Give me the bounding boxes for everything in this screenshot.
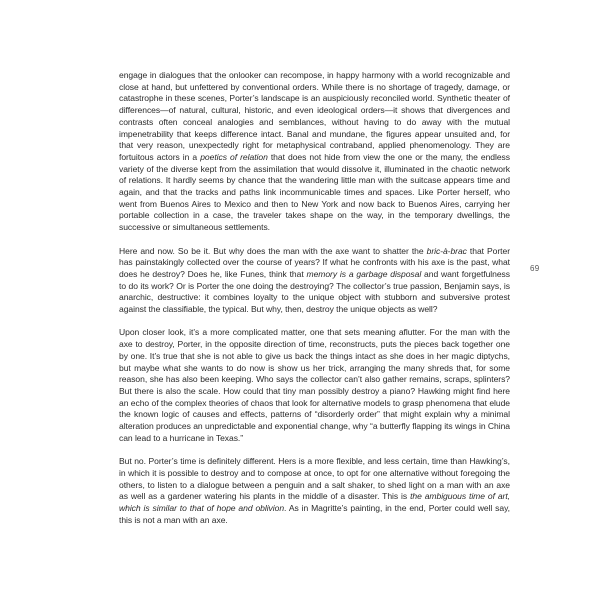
paragraph-2-text: Here and now. So be it. But why does the man with the axe want to shatter the (119, 245, 427, 256)
paragraph-1-text: engage in dialogues that the onlooker can recompose, in happy harmony with a world recognizable and close at hand, but unfettered by conventional orders. While there is no shortage of tragedy, damage, or catastrophe in these scenes, Porter’s landscape is an auspiciously reconciled world. Synthetic theater of differences—of natural, cultural, historic, and even ideological orders—it shows that divergences and contrasts often conceal analogies and semblances, without having to do away with the mutual impenetrability that keeps difference intact. Banal and mundane, the figures appear unsuited and, for that very reason, unexpectedly right for metaphysical contraband, applied phenomenology. They are fortuitous actors in a (119, 70, 510, 162)
paragraph-3-text: Upon closer look, it’s a more complicated matter, one that sets meaning aflutter. For the man with the axe to destroy, Porter, in the opposite direction of time, reconstructs, puts the pieces back together one by one. It’s true that she is not able to give us back the things intact as she does in her magic diptychs, but maybe what she wants to do now is show us her trick, arranging the many shreds that, for some reason, she has also been keeping. Who says the collector can’t also gather remains, scraps, splinters? But there is also the scale. How could that tiny man possibly destroy a piano? Hawking might find here an echo of the complex theories of chaos that look for alternative models to grasp phenomena that elude the known logic of causes and effects, patterns of “disorderly order” that might explain why a minimal alteration produces an unpredictable and exponential change, why “a butterfly flapping its wings in China can lead to a hurricane in Texas.” (119, 327, 510, 443)
paragraph-1 (119, 70, 510, 234)
italic-phrase-poetics-of-relation: poetics of relation (200, 151, 268, 162)
paragraph-4 (119, 456, 510, 526)
italic-phrase-memory-garbage-disposal: memory is a garbage disposal (306, 268, 422, 279)
paragraph-4-text: But no. Porter’s time is definitely different. Hers is a more flexible, and less certain, time than Hawking’s, in which it is possible to destroy and to compose at once, to opt for one alternative without foregoing the others, to listen to a dialogue between a penguin and a salt shaker, to shed light on a man with an axe as well as a gardener watering his plants in the middle of a disaster. This is (119, 456, 510, 502)
paragraph-2-text: and want forgetfulness to do its work? Or is Porter the one doing the destroying? The collector’s true passion, Benjamin says, is anarchic, destructive: it combines loyalty to the unique object with stubborn and subversive protest against the classifiable, the typical. But why, then, destroy the unique objects as well? (119, 268, 510, 315)
italic-phrase-bric-a-brac: bric-à-brac (426, 245, 467, 256)
paragraph-2-text: that Porter has painstakingly collected over the course of years? If what he confronts with his axe is the past, what does he destroy? Does he, like Funes, think that (119, 245, 510, 279)
italic-phrase-ambiguous-time-of-art: the ambiguous time of art, which is similar to that of hope and oblivion (119, 491, 510, 513)
paragraph-1-text: that does not hide from view the one or the many, the endless variety of the diverse kept from the assimilation that would dissolve it, illuminated in the chaotic network of relations. It hardly seems by chance that the wandering little man with the suitcase appears time and again, and that the tracks and paths link incommunicable times and spaces. Like Porter herself, who went from Buenos Aires to Mexico and then to New York and now back to Buenos Aires, carrying her portable collection in a case, the traveler takes shape on the way, in the temporary dwellings, the successive or simultaneous settlements. (119, 151, 511, 233)
paragraph-3 (119, 327, 510, 444)
paragraph-4-text: . As in Magritte’s painting, in the end, Porter could well say, this is not a man with an axe. (119, 502, 510, 525)
paragraph-2 (119, 246, 510, 316)
body-text-column (119, 70, 510, 538)
page-number: 69 (530, 264, 540, 273)
